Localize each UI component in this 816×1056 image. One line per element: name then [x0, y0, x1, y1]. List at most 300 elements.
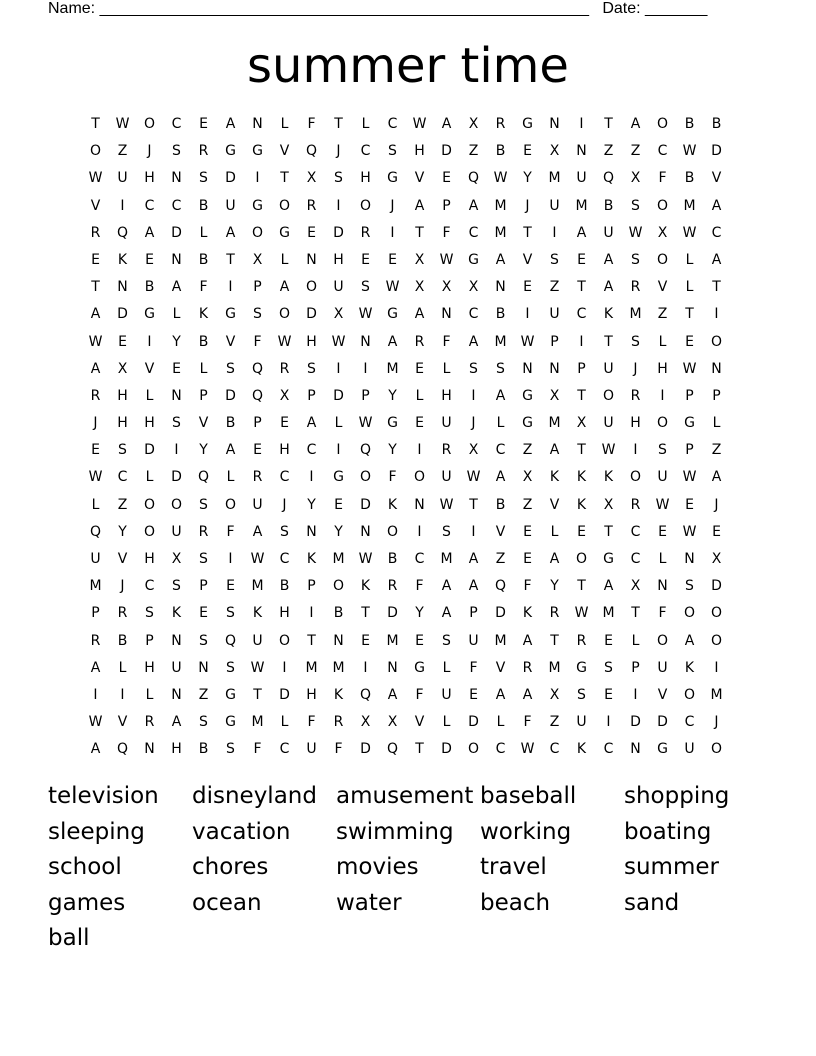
grid-letter: I: [336, 197, 341, 214]
grid-letter: C: [630, 523, 641, 540]
grid-letter: S: [226, 741, 235, 758]
grid-letter: S: [442, 523, 451, 540]
grid-letter: J: [714, 714, 719, 731]
grid-letter: G: [387, 415, 398, 432]
grid-letter: U: [171, 523, 182, 540]
grid-letter: C: [387, 116, 398, 132]
grid-letter: V: [279, 143, 290, 160]
grid-letter: E: [523, 523, 532, 540]
grid-letter: I: [174, 442, 179, 459]
grid-letter: K: [306, 551, 317, 567]
grid-letter: L: [280, 251, 289, 268]
grid-letter: T: [712, 279, 721, 296]
grid-letter: T: [334, 116, 343, 132]
grid-letter: P: [145, 632, 154, 649]
grid-letter: G: [603, 551, 614, 567]
grid-letter: D: [360, 741, 371, 758]
grid-letter: T: [577, 279, 586, 296]
grid-letter: R: [90, 632, 101, 649]
grid-letter: D: [225, 170, 236, 187]
grid-letter: N: [360, 523, 371, 540]
grid-letter: U: [657, 659, 668, 676]
grid-letter: J: [282, 496, 287, 513]
grid-letter: C: [117, 469, 128, 486]
grid-letter: D: [171, 469, 182, 486]
grid-letter: N: [306, 523, 317, 540]
grid-letter: A: [468, 197, 479, 214]
grid-letter: L: [334, 415, 343, 432]
grid-letter: A: [684, 632, 695, 649]
grid-letter: H: [279, 442, 290, 459]
grid-letter: W: [88, 469, 103, 486]
grid-letter: K: [198, 306, 209, 323]
grid-letter: I: [309, 605, 314, 622]
grid-letter: C: [171, 116, 182, 132]
grid-letter: L: [280, 714, 289, 731]
grid-letter: S: [199, 551, 208, 567]
grid-letter: S: [334, 170, 343, 187]
grid-letter: L: [145, 387, 154, 404]
grid-letter: U: [333, 279, 344, 296]
grid-letter: P: [253, 279, 262, 296]
grid-letter: Q: [197, 469, 210, 486]
grid-letter: E: [334, 496, 343, 513]
grid-letter: Q: [602, 170, 615, 187]
grid-letter: O: [710, 632, 723, 649]
grid-letter: S: [604, 659, 613, 676]
word-list-item: school: [48, 854, 122, 880]
grid-letter: X: [117, 360, 128, 377]
grid-letter: D: [144, 442, 155, 459]
grid-letter: J: [390, 197, 395, 214]
grid-letter: F: [253, 333, 262, 350]
grid-letter: K: [522, 605, 533, 622]
grid-letter: U: [252, 632, 263, 649]
word-list-item: amusement: [336, 783, 474, 809]
grid-letter: J: [525, 197, 530, 214]
grid-letter: W: [88, 714, 103, 731]
grid-letter: X: [468, 442, 479, 459]
grid-letter: R: [441, 442, 452, 459]
grid-letter: N: [198, 659, 209, 676]
grid-letter: M: [386, 360, 399, 377]
grid-letter: F: [388, 469, 397, 486]
grid-letter: R: [549, 605, 560, 622]
grid-letter: X: [603, 496, 614, 513]
word-list-item: ocean: [192, 889, 262, 916]
grid-letter: W: [682, 523, 697, 540]
grid-letter: A: [711, 251, 722, 268]
grid-letter: C: [495, 741, 506, 758]
grid-letter: Y: [388, 442, 397, 459]
grid-letter: O: [359, 469, 372, 486]
grid-letter: A: [252, 523, 263, 540]
grid-letter: C: [684, 714, 695, 731]
grid-letter: P: [307, 578, 316, 595]
grid-letter: S: [631, 197, 640, 214]
grid-letter: H: [360, 170, 371, 187]
grid-letter: X: [549, 686, 560, 703]
grid-letter: E: [253, 442, 262, 459]
grid-letter: A: [225, 224, 236, 241]
grid-letter: X: [657, 224, 668, 241]
grid-letter: A: [414, 306, 425, 323]
grid-letter: C: [144, 578, 155, 595]
grid-letter: Q: [359, 686, 372, 703]
word-list: [48, 780, 768, 958]
grid-letter: V: [522, 251, 533, 268]
grid-letter: G: [414, 659, 425, 676]
grid-letter: T: [361, 605, 370, 622]
grid-letter: B: [117, 632, 128, 649]
grid-letter: L: [685, 251, 694, 268]
grid-letter: L: [496, 415, 505, 432]
grid-letter: H: [414, 143, 425, 160]
grid-letter: O: [413, 469, 426, 486]
word-list-item: baseball: [480, 783, 577, 809]
grid-letter: U: [549, 197, 560, 214]
grid-letter: B: [333, 605, 344, 622]
grid-letter: B: [495, 143, 506, 160]
word-list-item: sand: [624, 889, 680, 916]
grid-letter: A: [387, 686, 398, 703]
grid-letter: J: [120, 578, 125, 595]
grid-letter: S: [172, 143, 181, 160]
grid-letter: Q: [251, 387, 264, 404]
grid-letter: A: [144, 224, 155, 241]
grid-letter: T: [415, 224, 424, 241]
word-list-item: summer: [624, 854, 719, 880]
grid-letter: U: [657, 469, 668, 486]
grid-letter: P: [91, 605, 100, 622]
grid-letter: Y: [523, 170, 532, 187]
grid-letter: E: [577, 523, 586, 540]
grid-letter: A: [441, 605, 452, 622]
grid-letter: V: [657, 686, 668, 703]
grid-letter: T: [604, 116, 613, 132]
grid-letter: C: [549, 741, 560, 758]
grid-letter: G: [387, 306, 398, 323]
grid-letter: G: [225, 143, 236, 160]
grid-letter: R: [306, 197, 317, 214]
grid-letter: U: [225, 197, 236, 214]
grid-letter: I: [93, 686, 98, 703]
grid-letter: A: [414, 197, 425, 214]
grid-letter: G: [657, 741, 668, 758]
grid-letter: U: [576, 170, 587, 187]
grid-letter: E: [685, 496, 694, 513]
grid-letter: S: [199, 632, 208, 649]
grid-letter: L: [442, 714, 451, 731]
grid-letter: C: [171, 197, 182, 214]
grid-letter: A: [171, 714, 182, 731]
grid-letter: N: [549, 360, 560, 377]
grid-letter: E: [712, 523, 721, 540]
grid-letter: A: [495, 251, 506, 268]
grid-letter: E: [685, 333, 694, 350]
grid-letter: Z: [549, 714, 560, 731]
grid-letter: S: [631, 333, 640, 350]
grid-letter: G: [684, 415, 695, 432]
grid-letter: I: [417, 442, 422, 459]
grid-letter: Q: [305, 143, 318, 160]
grid-letter: K: [252, 605, 263, 622]
grid-letter: T: [253, 686, 262, 703]
grid-letter: U: [441, 686, 452, 703]
grid-letter: E: [415, 632, 424, 649]
grid-letter: T: [604, 523, 613, 540]
grid-letter: A: [225, 116, 236, 132]
grid-letter: N: [171, 632, 182, 649]
grid-letter: J: [714, 496, 719, 513]
word-list-item: vacation: [192, 818, 291, 845]
grid-letter: Z: [549, 279, 560, 296]
grid-letter: D: [279, 686, 290, 703]
grid-letter: K: [576, 741, 587, 758]
grid-letter: W: [682, 360, 697, 377]
grid-letter: D: [441, 143, 452, 160]
grid-letter: E: [442, 170, 451, 187]
word-list-item: water: [336, 889, 402, 916]
grid-letter: K: [171, 605, 182, 622]
grid-letter: V: [549, 496, 560, 513]
grid-letter: B: [684, 170, 695, 187]
grid-letter: U: [90, 551, 101, 567]
grid-letter: V: [414, 714, 425, 731]
grid-letter: N: [711, 360, 722, 377]
grid-letter: W: [115, 116, 130, 132]
grid-letter: N: [171, 170, 182, 187]
grid-letter: Y: [334, 523, 343, 540]
grid-letter: I: [309, 469, 314, 486]
grid-letter: S: [388, 143, 397, 160]
grid-letter: R: [360, 224, 371, 241]
grid-letter: W: [250, 551, 265, 567]
grid-letter: F: [307, 714, 316, 731]
grid-letter: Y: [415, 605, 424, 622]
grid-letter: W: [358, 551, 373, 567]
grid-letter: M: [602, 605, 615, 622]
grid-letter: Q: [224, 632, 237, 649]
grid-letter: E: [658, 523, 667, 540]
grid-letter: G: [333, 469, 344, 486]
grid-letter: P: [199, 578, 208, 595]
grid-letter: C: [657, 143, 668, 160]
grid-letter: F: [334, 741, 343, 758]
grid-letter: L: [118, 659, 127, 676]
grid-letter: W: [358, 415, 373, 432]
grid-letter: V: [198, 415, 209, 432]
grid-letter: O: [89, 143, 102, 160]
grid-letter: N: [387, 659, 398, 676]
grid-letter: K: [603, 469, 614, 486]
grid-letter: U: [603, 415, 614, 432]
grid-letter: A: [603, 578, 614, 595]
grid-letter: A: [387, 333, 398, 350]
grid-letter: L: [226, 469, 235, 486]
grid-letter: O: [656, 251, 669, 268]
grid-letter: I: [633, 686, 638, 703]
grid-letter: D: [306, 306, 317, 323]
grid-letter: E: [361, 251, 370, 268]
grid-letter: T: [226, 251, 235, 268]
grid-letter: O: [656, 415, 669, 432]
grid-letter: W: [682, 143, 697, 160]
grid-letter: H: [117, 415, 128, 432]
grid-letter: L: [442, 360, 451, 377]
grid-letter: T: [577, 442, 586, 459]
grid-letter: N: [171, 686, 182, 703]
grid-letter: H: [333, 251, 344, 268]
grid-letter: X: [441, 279, 452, 296]
grid-letter: B: [198, 741, 209, 758]
letter-grid: [82, 114, 730, 767]
grid-letter: T: [307, 632, 316, 649]
grid-letter: U: [603, 360, 614, 377]
grid-letter: E: [199, 605, 208, 622]
grid-letter: Q: [116, 224, 129, 241]
grid-letter: W: [655, 496, 670, 513]
grid-letter: L: [91, 496, 100, 513]
grid-letter: J: [147, 143, 152, 160]
grid-letter: W: [574, 605, 589, 622]
word-list-item: boating: [624, 818, 712, 845]
grid-letter: L: [712, 415, 721, 432]
grid-letter: O: [359, 197, 372, 214]
grid-letter: I: [363, 360, 368, 377]
grid-letter: E: [577, 251, 586, 268]
grid-letter: S: [199, 496, 208, 513]
grid-letter: I: [660, 387, 665, 404]
grid-letter: N: [684, 551, 695, 567]
grid-letter: X: [252, 251, 263, 268]
grid-letter: E: [415, 415, 424, 432]
grid-letter: I: [282, 659, 287, 676]
grid-letter: B: [279, 578, 290, 595]
grid-letter: P: [577, 360, 586, 377]
grid-letter: B: [198, 197, 209, 214]
grid-letter: C: [630, 551, 641, 567]
grid-letter: Q: [386, 741, 399, 758]
grid-letter: E: [361, 632, 370, 649]
grid-letter: S: [226, 659, 235, 676]
grid-letter: P: [685, 387, 694, 404]
grid-letter: C: [414, 551, 425, 567]
grid-letter: E: [172, 360, 181, 377]
grid-letter: W: [277, 333, 292, 350]
grid-letter: Q: [89, 523, 102, 540]
grid-letter: D: [468, 714, 479, 731]
grid-letter: J: [336, 143, 341, 160]
grid-letter: C: [279, 741, 290, 758]
grid-letter: F: [415, 686, 424, 703]
grid-letter: D: [711, 143, 722, 160]
grid-letter: I: [363, 659, 368, 676]
grid-letter: X: [711, 551, 722, 567]
grid-letter: C: [576, 306, 587, 323]
grid-letter: A: [603, 279, 614, 296]
grid-letter: A: [306, 415, 317, 432]
grid-letter: Z: [117, 143, 128, 160]
grid-letter: I: [255, 170, 260, 187]
grid-letter: I: [228, 279, 233, 296]
grid-letter: P: [442, 197, 451, 214]
word-list-item: movies: [336, 854, 419, 880]
grid-letter: Y: [172, 333, 181, 350]
grid-letter: U: [252, 496, 263, 513]
word-list-item: working: [480, 818, 572, 845]
grid-letter: A: [90, 659, 101, 676]
grid-letter: A: [603, 251, 614, 268]
grid-letter: R: [279, 360, 290, 377]
grid-letter: R: [630, 387, 641, 404]
grid-letter: B: [198, 251, 209, 268]
grid-letter: A: [522, 632, 533, 649]
grid-letter: S: [199, 714, 208, 731]
grid-letter: W: [520, 333, 535, 350]
date-blank: _______: [645, 0, 708, 17]
grid-letter: M: [251, 578, 264, 595]
grid-letter: O: [143, 496, 156, 513]
grid-letter: F: [307, 116, 316, 132]
grid-letter: D: [333, 224, 344, 241]
grid-letter: Q: [467, 170, 480, 187]
grid-letter: B: [603, 197, 614, 214]
grid-letter: R: [630, 496, 641, 513]
grid-letter: F: [523, 578, 532, 595]
grid-letter: P: [361, 387, 370, 404]
grid-letter: Q: [251, 360, 264, 377]
grid-letter: I: [336, 360, 341, 377]
grid-letter: Q: [359, 442, 372, 459]
grid-letter: S: [118, 442, 127, 459]
grid-letter: B: [711, 116, 722, 132]
grid-letter: J: [471, 415, 476, 432]
grid-letter: F: [415, 578, 424, 595]
grid-letter: G: [225, 714, 236, 731]
grid-letter: A: [468, 578, 479, 595]
grid-letter: Z: [495, 551, 506, 567]
grid-letter: Z: [522, 442, 533, 459]
grid-letter: E: [118, 333, 127, 350]
word-list-item: shopping: [624, 783, 730, 809]
grid-letter: S: [361, 279, 370, 296]
grid-letter: A: [90, 306, 101, 323]
grid-letter: U: [306, 741, 317, 758]
grid-letter: C: [495, 442, 506, 459]
grid-letter: N: [441, 306, 452, 323]
grid-letter: G: [225, 306, 236, 323]
grid-letter: E: [280, 415, 289, 432]
grid-letter: R: [198, 523, 209, 540]
word-list-item: swimming: [336, 818, 454, 845]
grid-letter: E: [469, 686, 478, 703]
grid-letter: C: [306, 442, 317, 459]
grid-letter: G: [252, 197, 263, 214]
grid-letter: V: [117, 551, 128, 567]
grid-letter: O: [467, 741, 480, 758]
grid-letter: A: [225, 442, 236, 459]
name-blank: _______________________________________________________: [99, 0, 589, 17]
grid-letter: H: [441, 387, 452, 404]
grid-letter: K: [333, 686, 344, 703]
word-list-item: sleeping: [48, 818, 145, 845]
grid-letter: F: [226, 523, 235, 540]
grid-letter: L: [199, 360, 208, 377]
grid-letter: D: [117, 306, 128, 323]
grid-letter: S: [145, 605, 154, 622]
grid-letter: D: [441, 741, 452, 758]
